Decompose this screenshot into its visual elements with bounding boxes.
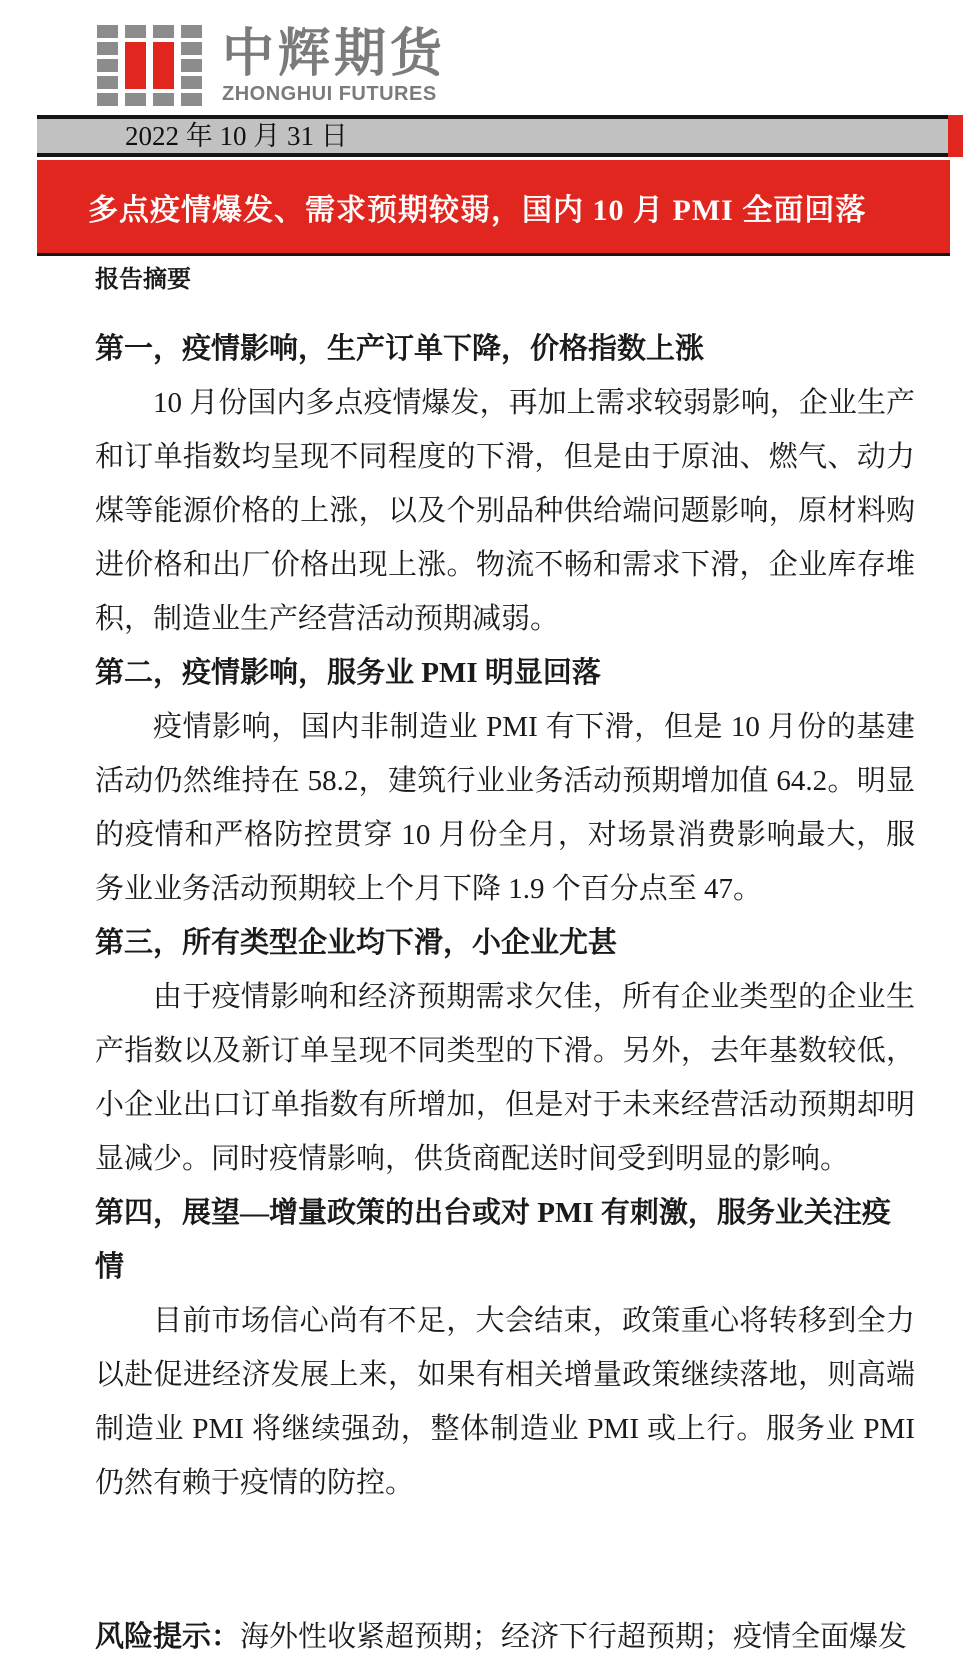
report-body — [95, 322, 915, 1664]
section-1-paragraph: 10 月份国内多点疫情爆发，再加上需求较弱影响，企业生产和订单指数均呈现不同程度的下滑，但是由于原油、燃气、动力煤等能源价格的上涨，以及个别品种供给端问题影响，原材料购进价格和出厂价格出现上涨。物流不畅和需求下滑，企业库存堆积，制造业生产经营活动预期减弱。 — [95, 387, 915, 635]
zhonghui-logo-icon — [97, 25, 202, 106]
section-2-heading: 第二，疫情影响，服务业 PMI 明显回落 — [95, 657, 601, 689]
title-banner — [37, 160, 950, 256]
section-4-heading: 第四，展望—增量政策的出台或对 PMI 有刺激，服务业关注疫情 — [95, 1197, 891, 1283]
section-3-heading: 第三，所有类型企业均下滑，小企业尤甚 — [95, 927, 618, 959]
report-title: 多点疫情爆发、需求预期较弱，国内 10 月 PMI 全面回落 — [88, 193, 867, 227]
logo — [97, 25, 446, 106]
logo-name-en: ZHONGHUI FUTURES — [222, 82, 437, 105]
date-bar-accent-block — [948, 115, 963, 157]
summary-label: 报告摘要 — [95, 267, 191, 293]
section-2-paragraph: 疫情影响，国内非制造业 PMI 有下滑，但是 10 月份的基建活动仍然维持在 58.2，建筑行业业务活动预期增加值 64.2。明显的疫情和严格防控贯穿 10 月份全月，对场景消费影响最大，服务业业务活动预期较上个月下降 1.9 个百分点至 47。 — [95, 711, 915, 905]
section-3-paragraph: 由于疫情影响和经济预期需求欠佳，所有企业类型的企业生产指数以及新订单呈现不同类型的下滑。另外，去年基数较低，小企业出口订单指数有所增加，但是对于未来经营活动预期却明显减少。同时疫情影响，供货商配送时间受到明显的影响。 — [95, 981, 915, 1175]
risk-text: 海外性收紧超预期；经济下行超预期；疫情全面爆发 — [240, 1621, 908, 1653]
section-1-heading: 第一，疫情影响，生产订单下降，价格指数上涨 — [95, 333, 705, 365]
section-4-paragraph: 目前市场信心尚有不足，大会结束，政策重心将转移到全力以赴促进经济发展上来，如果有相关增量政策继续落地，则高端制造业 PMI 将继续强劲，整体制造业 PMI 或上行。服务业 PMI 仍然有赖于疫情的防控。 — [95, 1305, 915, 1499]
date-bar — [37, 115, 948, 157]
risk-note — [95, 1610, 915, 1664]
risk-label: 风险提示： — [95, 1621, 241, 1653]
logo-name-cn: 中辉期货 — [222, 24, 447, 83]
report-date: 2022 年 10 月 31 日 — [125, 121, 348, 151]
logo-text — [222, 26, 446, 106]
